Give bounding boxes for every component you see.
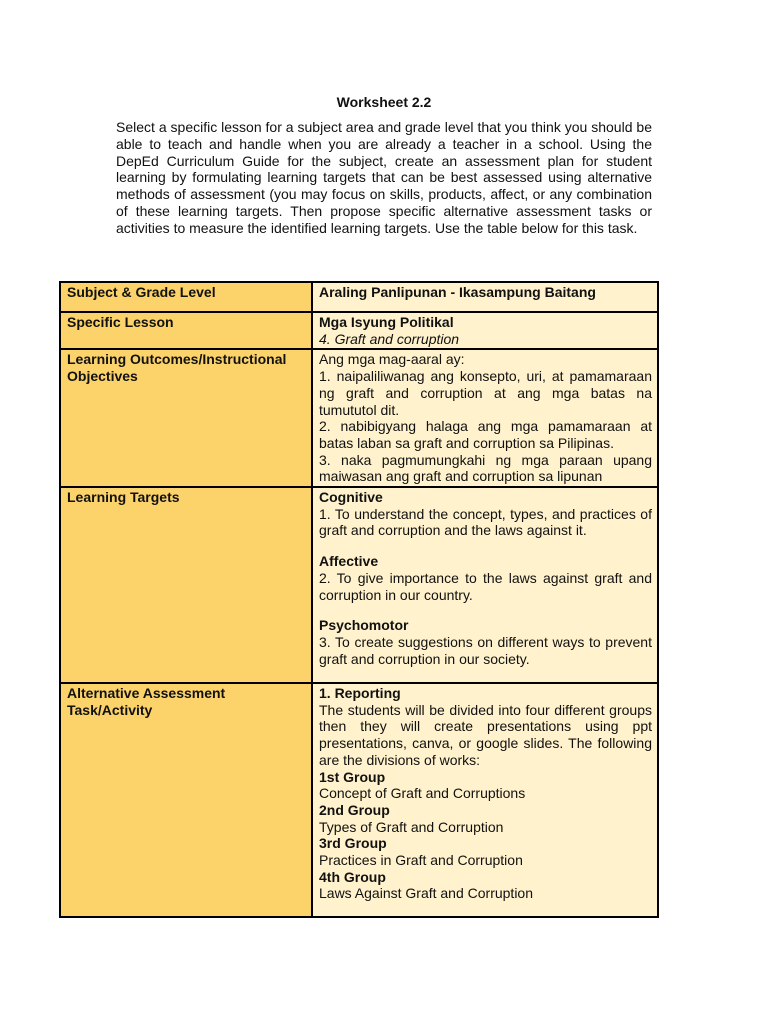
objective-item: 3. naka pagmumungkahi ng mga paraan upang maiwasan ang graft and corruption sa lipunan — [319, 451, 652, 485]
objectives-label: Learning Outcomes/Instructional Objectives — [60, 349, 312, 487]
worksheet-instructions: Select a specific lesson for a subject area and grade level that you think you should be able to teach and handle when you are already a teacher in a school. Using the DepEd Curriculum Guide for the subject, create an assessment plan for student learning by formulating learning targets that can be best assessed using alternative methods of assessment (you may focus on skills, products, affect, or any combination of these learning targets. Then propose specific alternative assessment tasks or activities to measure the identified learning targets. Use the table below for this task. — [116, 119, 652, 236]
targets-cell — [312, 487, 658, 683]
group-name: 1st Group — [319, 768, 386, 785]
subject-value: Araling Panlipunan - Ikasampung Baitang — [312, 282, 658, 312]
objective-item: 1. naipaliliwanag ang konsepto, uri, at pamamaraan ng graft and corruption at ang mga batas na tumututol dit. — [319, 368, 652, 418]
group-topic: Types of Graft and Corruption — [319, 818, 504, 835]
group-topic: Practices in Graft and Corruption — [319, 852, 523, 869]
lesson-label: Specific Lesson — [60, 312, 312, 349]
target-heading: Cognitive — [319, 489, 383, 506]
worksheet-title: Worksheet 2.2 — [336, 94, 432, 110]
targets-label: Learning Targets — [60, 487, 312, 683]
assessment-label: Alternative Assessment Task/Activity — [60, 683, 312, 917]
table-row — [60, 312, 658, 349]
objectives-intro: Ang mga mag-aaral ay: — [319, 351, 465, 368]
subject-label: Subject & Grade Level — [60, 282, 312, 312]
lesson-title: Mga Isyung Politikal — [319, 314, 454, 330]
group-name: 2nd Group — [319, 801, 390, 818]
objectives-cell — [312, 349, 658, 487]
assessment-heading: 1. Reporting — [319, 685, 401, 702]
target-heading: Psychomotor — [319, 617, 409, 634]
assessment-cell — [312, 683, 658, 917]
assessment-description: The students will be divided into four different groups then they will create presentations using ppt presentations, canva, or google slides. The following are the divisions of works: — [319, 701, 652, 768]
target-text: 2. To give importance to the laws against graft and corruption in our country. — [319, 569, 652, 603]
table-row — [60, 282, 658, 312]
objective-item: 2. nabibigyang halaga ang mga pamamaraan at batas laban sa graft and corruption sa Pilipinas. — [319, 418, 652, 451]
target-text: 1. To understand the concept, types, and practices of graft and corruption and the laws against it. — [319, 505, 652, 539]
group-name: 3rd Group — [319, 835, 387, 852]
table-row — [60, 683, 658, 917]
group-topic: Laws Against Graft and Corruption — [319, 885, 534, 902]
lesson-subtitle: 4. Graft and corruption — [319, 330, 460, 347]
assessment-plan-table — [59, 281, 659, 918]
lesson-cell — [312, 312, 658, 349]
group-topic: Concept of Graft and Corruptions — [319, 785, 526, 802]
table-row — [60, 349, 658, 487]
target-heading: Affective — [319, 553, 379, 570]
group-name: 4th Group — [319, 868, 386, 885]
table-row — [60, 487, 658, 683]
target-text: 3. To create suggestions on different ways to prevent graft and corruption in our society. — [319, 633, 652, 667]
